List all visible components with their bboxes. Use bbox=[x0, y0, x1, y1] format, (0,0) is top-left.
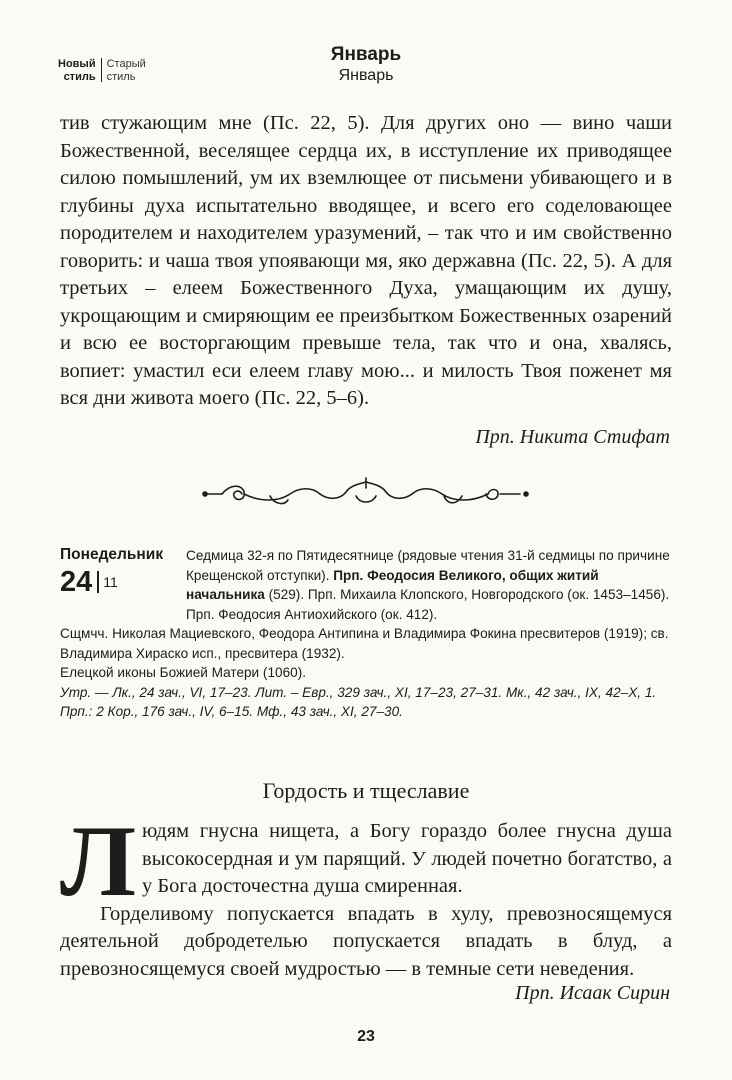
month-header bbox=[0, 44, 732, 86]
day-commemorations-top bbox=[186, 546, 678, 624]
main-saint: Прп. Феодосия Великого, общих житий начальника bbox=[186, 567, 599, 602]
reading-one-text: тив стужающим мне (Пс. 22, 5). Для других оно — вино чаши Божественной, веселящее сердца их, в исступление их приводящее силою помышлений, ум их вземлющее от письмени убивающего и в глубины духа испытательно вводящее, и всего его соделовающее породителем и находителем уразумений, – так что и им свойственно говорить: и чаша твоя упоявающи мя, яко державна (Пс. 22, 5). А для третьих – елеем Божественного Духа, умащающим их душу, укрощающим и смиряющим ее преизбытком Божественных озарений и всю ее восторгающим превыше тела, так что и она, хвалясь, вопиет: умастил еси елеем главу мою... и милость Твоя поженет мя вся дни живота моего (Пс. 22, 5–6). bbox=[60, 112, 672, 409]
day-number bbox=[60, 566, 178, 598]
old-style-label: Старый стиль bbox=[106, 58, 146, 83]
reading-one-author: Прп. Никита Стифат bbox=[475, 426, 670, 448]
old-style-date: 11 bbox=[103, 574, 118, 590]
weekday-label: Понедельник bbox=[60, 546, 164, 563]
month-old-style: Январь bbox=[338, 67, 394, 84]
drop-cap: Л bbox=[60, 805, 137, 918]
reading-two-para-1: Людям гнусна нищета, а Богу гораздо более гнусна душа высокосердная и ум парящий. У людей почетно богатство, а у Бога досточестна душа смиренная. bbox=[60, 805, 672, 918]
commemoration-4: Елецкой иконы Божией Матери (1060). bbox=[60, 665, 307, 680]
month-new-style: Январь bbox=[330, 44, 402, 65]
new-style-date: 24 bbox=[60, 566, 93, 598]
day-commemorations-bottom bbox=[60, 624, 678, 722]
date-divider bbox=[97, 571, 99, 593]
week-info: Седмица 32-я по Пятидесятнице (рядовые чтения 31-й седмицы по причине Крещенской отступки). Прп. Феодосия Великого, общих житий начальника (529). Прп. Михаила Клопского, Новгородского (ок. 1453–1456). bbox=[186, 548, 670, 602]
page-number: 23 bbox=[357, 1028, 375, 1045]
reading-two bbox=[60, 805, 672, 983]
section-title: Гордость и тщеславие bbox=[262, 778, 470, 803]
reading-two-author: Прп. Исаак Сирин bbox=[515, 982, 670, 1004]
commemoration-3: Сщмчч. Николая Мациевского, Феодора Антипина и Владимира Фокина пресвитеров (1919); св. Владимира Хираско исп., пресвитера (1932). bbox=[60, 626, 669, 661]
scripture-readings: Утр. — Лк., 24 зач., VI, 17–23. Лит. – Евр., 329 зач., XI, 17–23, 27–31. Мк., 42 зач., IX, 42–X, 1. Прп.: 2 Кор., 176 зач., IV, 6–15. Мф., 43 зач., XI, 27–30. bbox=[60, 684, 657, 719]
reading-two-para-2: Горделивому попускается впадать в хулу, превозносящемуся деятельной добродетелью попускается впадать в блуд, а превозносящемуся своей мудростью — в темные сети неведения. bbox=[60, 902, 672, 980]
day-heading bbox=[60, 546, 178, 598]
commemoration-2: Прп. Феодосия Антиохийского (ок. 412). bbox=[186, 606, 438, 622]
new-style-label: Новый стиль bbox=[58, 58, 96, 83]
ornament-divider-icon bbox=[200, 474, 532, 514]
reading-one bbox=[60, 110, 672, 413]
calendar-day-entry bbox=[60, 546, 678, 722]
